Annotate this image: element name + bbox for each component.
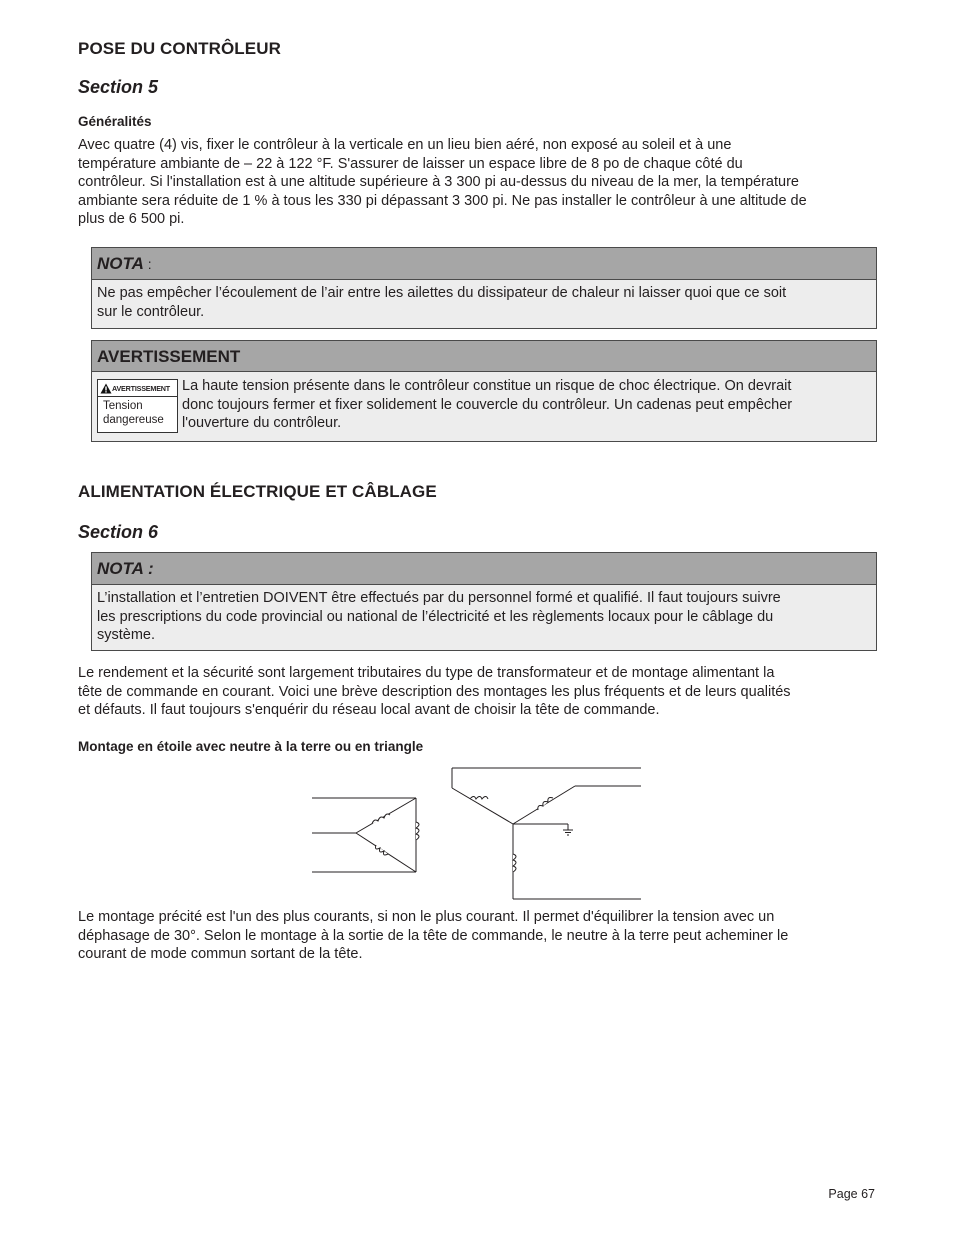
note-body xyxy=(92,585,876,650)
wye-arm-left xyxy=(452,788,513,824)
section5-label: Section 5 xyxy=(78,77,159,97)
paragraph-line: Le rendement et la sécurité sont largement tributaires du type de transformateur et de montage alimentant la xyxy=(78,665,775,681)
warning-line: donc toujours fermer et fixer solidement le couvercle du contrôleur. Un cadenas peut empêcher xyxy=(182,396,793,413)
wye-coil-right xyxy=(538,798,553,811)
section5-heading: POSE DU CONTRÔLEUR xyxy=(78,39,281,58)
note-box xyxy=(91,247,877,329)
section6-paragraph xyxy=(78,664,878,720)
page-number: Page 67 xyxy=(828,1187,875,1201)
paragraph-line: déphasage de 30°. Selon le montage à la sortie de la tête de commande, le neutre à la terre peut acheminer le xyxy=(78,927,789,944)
note-body xyxy=(92,280,876,326)
section5-paragraph xyxy=(78,136,878,229)
warning-box xyxy=(91,340,877,442)
note-line: Ne pas empêcher l’écoulement de l’air entre les ailettes du dissipateur de chaleur ni laisser quoi que ce soit xyxy=(97,285,787,301)
delta-coil-right xyxy=(416,822,419,840)
warning-line: La haute tension présente dans le contrôleur constitue un risque de choc électrique. On devrait xyxy=(182,378,792,394)
warning-header xyxy=(92,341,876,372)
warning-line: l'ouverture du contrôleur. xyxy=(182,415,342,431)
warning-badge xyxy=(97,379,178,433)
paragraph-line: température ambiante de – 22 à 122 °F. S'assurer de laisser un espace libre de 8 po de chaque côté du xyxy=(78,155,743,172)
paragraph-line: plus de 6 500 pi. xyxy=(78,211,185,227)
warning-badge-top xyxy=(98,380,177,397)
warning-triangle-icon xyxy=(100,383,112,394)
note-label: NOTA xyxy=(97,254,144,273)
note-box-2 xyxy=(91,552,877,651)
warning-badge-text xyxy=(98,397,177,427)
note-label: NOTA : xyxy=(97,559,154,578)
section6-paragraph-2 xyxy=(78,908,878,964)
paragraph-line: contrôleur. Si l'installation est à une altitude supérieure à 3 300 pi au-dessus du niveau de la mer, la température xyxy=(78,174,799,190)
paragraph-line: Le montage précité est l'un des plus courants, si non le plus courant. Il permet d'équilibrer la tension avec un xyxy=(78,909,775,925)
wye-coil-down xyxy=(513,854,516,872)
paragraph-line: Avec quatre (4) vis, fixer le contrôleur à la verticale en un lieu bien aéré, non exposé au soleil et à une xyxy=(78,137,732,153)
warning-body xyxy=(182,377,872,433)
paragraph-line: et défauts. Il faut toujours s'enquérir du réseau local avant de choisir la tête de commande. xyxy=(78,702,660,718)
note-colon: : xyxy=(143,256,152,272)
delta-coil-lower xyxy=(376,845,389,855)
note-line: sur le contrôleur. xyxy=(97,303,205,320)
note-line: L’installation et l’entretien DOIVENT être effectués par du personnel formé et qualifié. Il faut toujours suivre xyxy=(97,590,781,606)
section5-subheading: Généralités xyxy=(78,114,152,129)
badge-line: dangereuse xyxy=(103,414,164,426)
paragraph-line: tête de commande en courant. Voici une brève description des montages les plus fréquents et de leurs qualités xyxy=(78,683,791,700)
section6-label: Section 6 xyxy=(78,522,159,542)
wiring-diagram xyxy=(300,760,650,905)
delta-coil-upper xyxy=(372,814,390,824)
warning-badge-title: AVERTISSEMENT xyxy=(112,383,170,393)
section6-subheading: Montage en étoile avec neutre à la terre ou en triangle xyxy=(78,739,424,754)
warning-title: AVERTISSEMENT xyxy=(97,347,241,366)
wye-coil-left xyxy=(470,797,488,800)
ground-symbol-icon xyxy=(563,824,573,835)
section6-heading: ALIMENTATION ÉLECTRIQUE ET CÂBLAGE xyxy=(78,482,437,501)
badge-line: Tension xyxy=(103,400,143,412)
note-header xyxy=(92,553,876,585)
paragraph-line: courant de mode commun sortant de la tête. xyxy=(78,946,363,962)
note-header xyxy=(92,248,876,280)
paragraph-line: ambiante sera réduite de 1 % à tous les 330 pi dépassant 3 300 pi. Ne pas installer le contrôleur à une altitude de xyxy=(78,192,807,209)
note-line: les prescriptions du code provincial ou national de l’électricité et les règlements locaux pour le câblage du xyxy=(97,608,774,625)
note-line: système. xyxy=(97,627,156,643)
